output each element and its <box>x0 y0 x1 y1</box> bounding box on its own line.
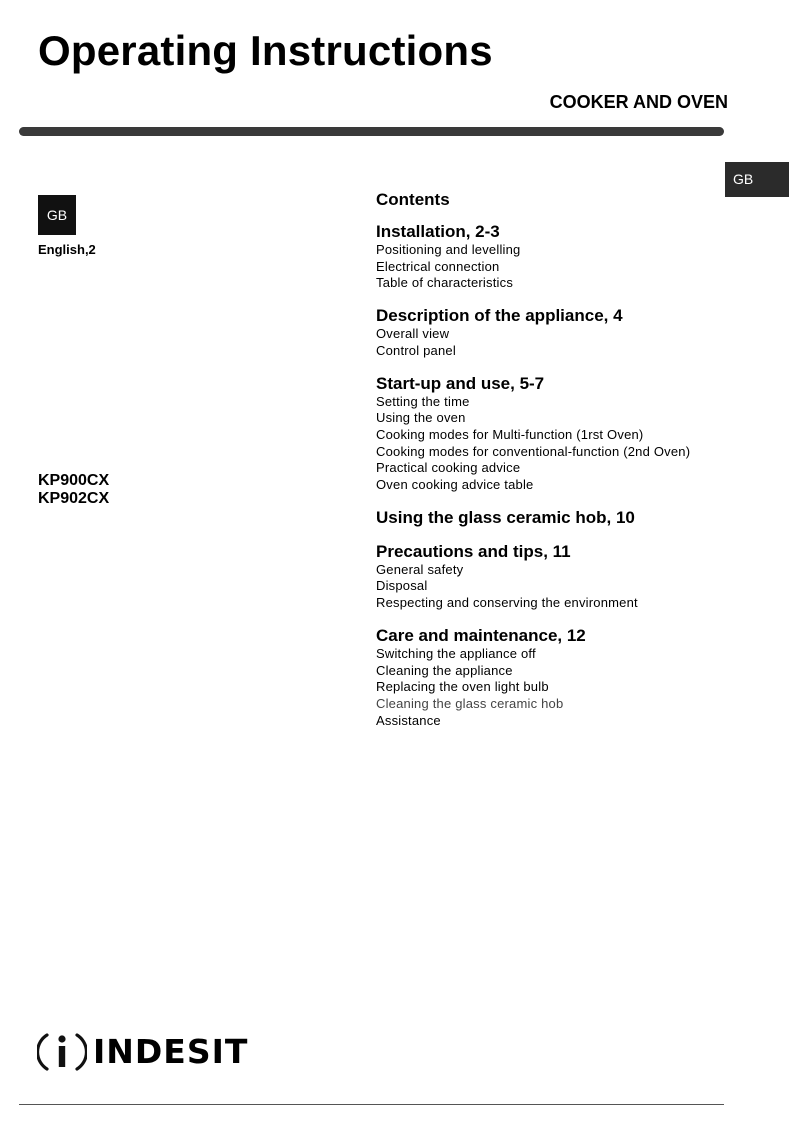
toc-item[interactable]: General safety <box>376 561 464 577</box>
toc-item-list <box>376 326 796 359</box>
toc-section-title[interactable]: Using the glass ceramic hob, 10 <box>376 507 635 527</box>
document-subtitle: COOKER AND OVEN <box>549 92 728 112</box>
toc-item[interactable]: Cleaning the glass ceramic hob <box>376 695 564 711</box>
model-numbers <box>38 472 109 508</box>
toc-section <box>376 222 796 292</box>
brand-wordmark: INDESIT <box>93 1032 249 1071</box>
toc-item[interactable]: Overall view <box>376 326 450 342</box>
toc-item[interactable]: Practical cooking advice <box>376 460 521 476</box>
toc-item-list <box>376 242 796 292</box>
toc-section-title[interactable]: Installation, 2-3 <box>376 222 500 241</box>
toc-section <box>376 542 796 612</box>
toc-section <box>376 374 796 494</box>
header-divider <box>19 127 724 136</box>
toc-item-list <box>376 562 796 612</box>
toc-section <box>376 508 796 528</box>
language-index-link[interactable]: English,2 <box>38 242 96 257</box>
toc-item[interactable]: Positioning and levelling <box>376 242 521 257</box>
toc-section-title[interactable]: Start-up and use, 5-7 <box>376 373 545 393</box>
toc-section-title[interactable]: Description of the appliance, 4 <box>376 306 623 326</box>
toc-section-title[interactable]: Care and maintenance, 12 <box>376 625 586 645</box>
brand-logo <box>37 1027 248 1077</box>
language-badge: GB <box>38 195 76 235</box>
toc-item[interactable]: Using the oven <box>376 410 466 426</box>
toc-item[interactable]: Cooking modes for conventional-function (2nd Oven) <box>376 443 691 459</box>
toc-item[interactable]: Switching the appliance off <box>376 645 536 661</box>
model-number: KP900CX <box>38 472 110 489</box>
model-number: KP902CX <box>38 490 110 507</box>
toc-item[interactable]: Replacing the oven light bulb <box>376 679 549 695</box>
toc-item[interactable]: Electrical connection <box>376 258 500 274</box>
toc-item[interactable]: Control panel <box>376 342 456 358</box>
table-of-contents <box>376 190 796 743</box>
footer-divider <box>19 1104 724 1105</box>
toc-section-title[interactable]: Precautions and tips, 11 <box>376 541 571 561</box>
indesit-i-logo-icon <box>37 1027 87 1077</box>
toc-item[interactable]: Cooking modes for Multi-function (1rst Oven) <box>376 426 644 442</box>
language-tab[interactable]: GB <box>725 162 789 197</box>
toc-sections <box>376 222 796 729</box>
toc-item[interactable]: Oven cooking advice table <box>376 477 534 493</box>
contents-heading: Contents <box>376 190 450 209</box>
toc-section <box>376 626 796 730</box>
toc-item[interactable]: Disposal <box>376 578 428 594</box>
toc-item[interactable]: Respecting and conserving the environment <box>376 595 638 611</box>
page-title: Operating Instructions <box>38 27 493 74</box>
toc-item[interactable]: Assistance <box>376 712 441 728</box>
toc-item-list <box>376 394 796 494</box>
toc-item[interactable]: Cleaning the appliance <box>376 662 513 678</box>
toc-item[interactable]: Setting the time <box>376 393 470 409</box>
toc-item-list <box>376 646 796 730</box>
toc-item[interactable]: Table of characteristics <box>376 275 514 291</box>
toc-section <box>376 306 796 359</box>
